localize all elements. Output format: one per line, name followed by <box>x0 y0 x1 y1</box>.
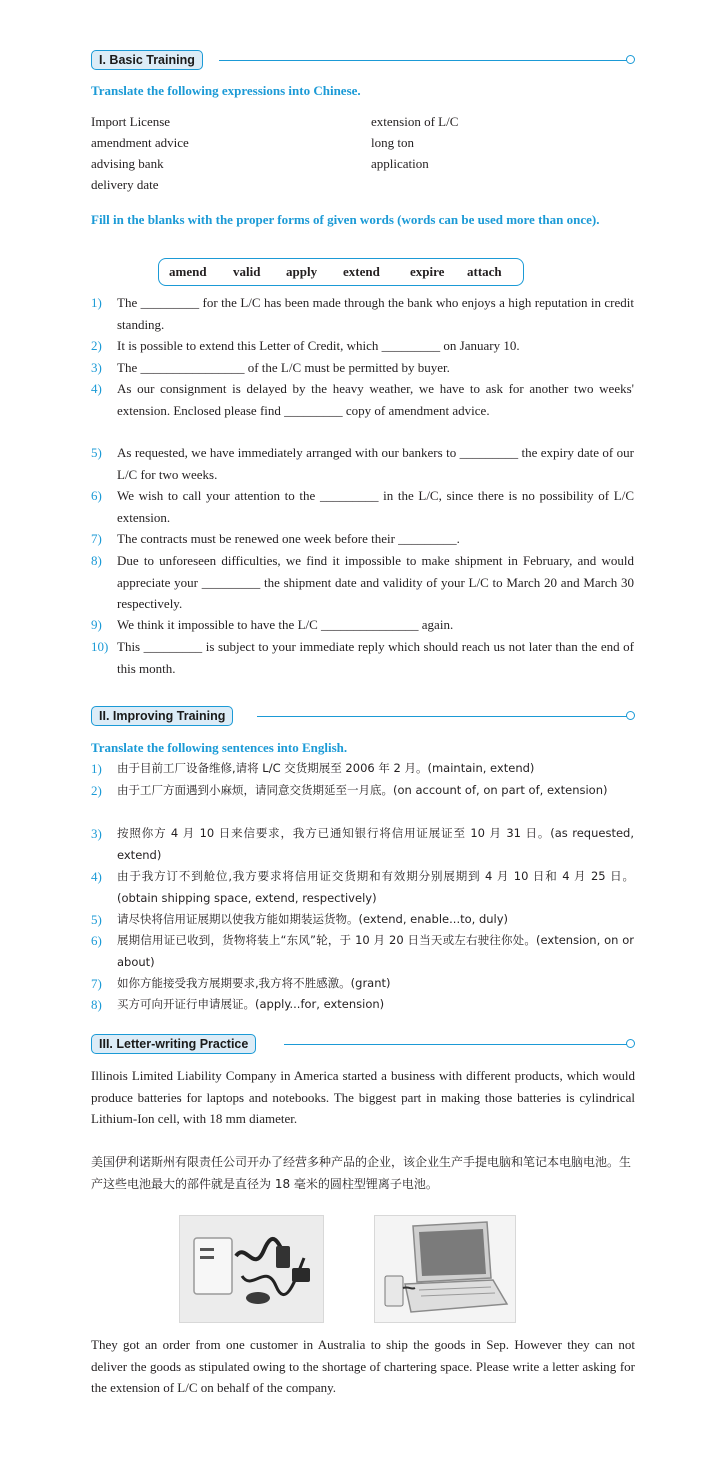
item-number: 4) <box>91 869 102 884</box>
item-number: 8) <box>91 997 102 1012</box>
translate-sentence-item: 如你方能接受我方展期要求,我方将不胜感激。(grant) <box>117 976 391 990</box>
translate-sentence-item: 由于目前工厂设备维修,请将 L/C 交货期展至 2006 年 2 月。(maintain, extend) <box>117 761 535 775</box>
letter-context-english: Illinois Limited Liability Company in America started a business with different products, which would produce batteries for laptops and notebooks. The biggest part in making those batteries is cylindrical Lithium-Ion cell, with 18 mm diameter. <box>91 1068 635 1126</box>
item-number: 6) <box>91 488 102 503</box>
item-number: 5) <box>91 912 102 927</box>
item-number: 2) <box>91 338 102 353</box>
letter-task: They got an order from one customer in Australia to ship the goods in Sep. However they can not deliver the goods as stipulated owing to the shortage of chartering space. Please write a letter asking for the extension of L/C on behalf of the company. <box>91 1337 635 1395</box>
word-bank-item: amend <box>169 264 207 279</box>
item-number: 3) <box>91 360 102 375</box>
section-rule <box>257 716 627 717</box>
laptop-photo <box>374 1215 516 1323</box>
battery-charger-photo <box>179 1215 324 1323</box>
word-bank-item: expire <box>410 264 445 279</box>
translate-sentence-item: 买方可向开证行申请展证。(apply...for, extension) <box>117 997 385 1011</box>
translate-sentence-item: 按照你方 4 月 10 日来信要求，我方已通知银行将信用证展证至 10 月 31 日。(as requested, extend) <box>117 826 634 862</box>
fill-blank-item: The _________ for the L/C has been made through the bank who enjoys a high reputation in credit standing. <box>117 295 634 332</box>
fill-blank-item: It is possible to extend this Letter of Credit, which _________ on January 10. <box>117 338 520 353</box>
fill-blank-item: As our consignment is delayed by the heavy weather, we have to ask for another two weeks' extension. Enclosed please find _________ copy of amendment advice. <box>117 381 634 418</box>
laptop-icon <box>375 1216 515 1322</box>
section-rule <box>284 1044 627 1045</box>
translate-sentence-item: 由于我方订不到舱位,我方要求将信用证交货期和有效期分别展期到 4 月 10 日和 4 月 25 日。(obtain shipping space, extend, respectively) <box>117 869 634 905</box>
item-number: 1) <box>91 761 102 776</box>
section-end-dot <box>626 711 635 720</box>
section-header-letter-writing <box>91 1034 635 1056</box>
section-end-dot <box>626 55 635 64</box>
word-bank-item: valid <box>233 264 261 279</box>
item-number: 1) <box>91 295 102 310</box>
item-number: 5) <box>91 445 102 460</box>
item-number: 3) <box>91 826 102 841</box>
section-end-dot <box>626 1039 635 1048</box>
section-label: III. Letter-writing Practice <box>91 1034 256 1054</box>
letter-context-chinese: 美国伊利诺斯州有限责任公司开办了经营多种产品的企业，该企业生产手提电脑和笔记本电脑电池。生产这些电池最大的部件就是直径为 18 毫米的圆柱型锂离子电池。 <box>91 1155 632 1191</box>
fill-blank-item: This _________ is subject to your immediate reply which should reach us not later than the end of this month. <box>117 639 634 676</box>
instruction-fill-blanks: Fill in the blanks with the proper forms of given words (words can be used more than once). <box>91 212 600 227</box>
section-label: I. Basic Training <box>91 50 203 70</box>
word-bank-box <box>158 258 524 286</box>
battery-charger-icon <box>180 1216 323 1322</box>
section-header-improving-training <box>91 706 635 728</box>
section-header-basic-training <box>91 50 635 72</box>
section-rule <box>219 60 627 61</box>
expression-item: application <box>371 156 429 171</box>
item-number: 7) <box>91 976 102 991</box>
expression-item: amendment advice <box>91 135 189 150</box>
word-bank-item: extend <box>343 264 380 279</box>
fill-blank-item: Due to unforeseen difficulties, we find it impossible to make shipment in February, and would appreciate your _________ the shipment date and validity of your L/C to March 20 and March 30 respectively. <box>117 553 634 611</box>
item-number: 2) <box>91 783 102 798</box>
translate-sentence-item: 请尽快将信用证展期以使我方能如期装运货物。(extend, enable...to, duly) <box>117 912 509 926</box>
fill-blank-item: As requested, we have immediately arranged with our bankers to _________ the expiry date of our L/C for two weeks. <box>117 445 634 482</box>
expression-item: long ton <box>371 135 414 150</box>
section-label: II. Improving Training <box>91 706 233 726</box>
item-number: 9) <box>91 617 102 632</box>
item-number: 4) <box>91 381 102 396</box>
fill-blank-item: We wish to call your attention to the _________ in the L/C, since there is no possibility of L/C extension. <box>117 488 634 525</box>
item-number: 6) <box>91 933 102 948</box>
instruction-translate-expressions: Translate the following expressions into Chinese. <box>91 83 361 98</box>
item-number: 8) <box>91 553 102 568</box>
word-bank-item: apply <box>286 264 318 279</box>
word-bank-item: attach <box>467 264 502 279</box>
expression-item: advising bank <box>91 156 164 171</box>
fill-blank-item: The contracts must be renewed one week before their _________. <box>117 531 460 546</box>
translate-sentence-item: 由于工厂方面遇到小麻烦，请同意交货期延至一月底。(on account of, on part of, extension) <box>117 783 608 797</box>
fill-blank-item: The ________________ of the L/C must be permitted by buyer. <box>117 360 450 375</box>
instruction-translate-sentences: Translate the following sentences into English. <box>91 740 348 755</box>
expression-item: Import License <box>91 114 171 129</box>
item-number: 7) <box>91 531 102 546</box>
fill-blank-item: We think it impossible to have the L/C _______________ again. <box>117 617 454 632</box>
translate-sentence-item: 展期信用证已收到，货物将装上“东风”轮，于 10 月 20 日当天或左右驶往你处。(extension, on or about) <box>117 933 634 969</box>
expression-item: extension of L/C <box>371 114 459 129</box>
item-number: 10) <box>91 639 109 654</box>
expression-item: delivery date <box>91 177 159 192</box>
